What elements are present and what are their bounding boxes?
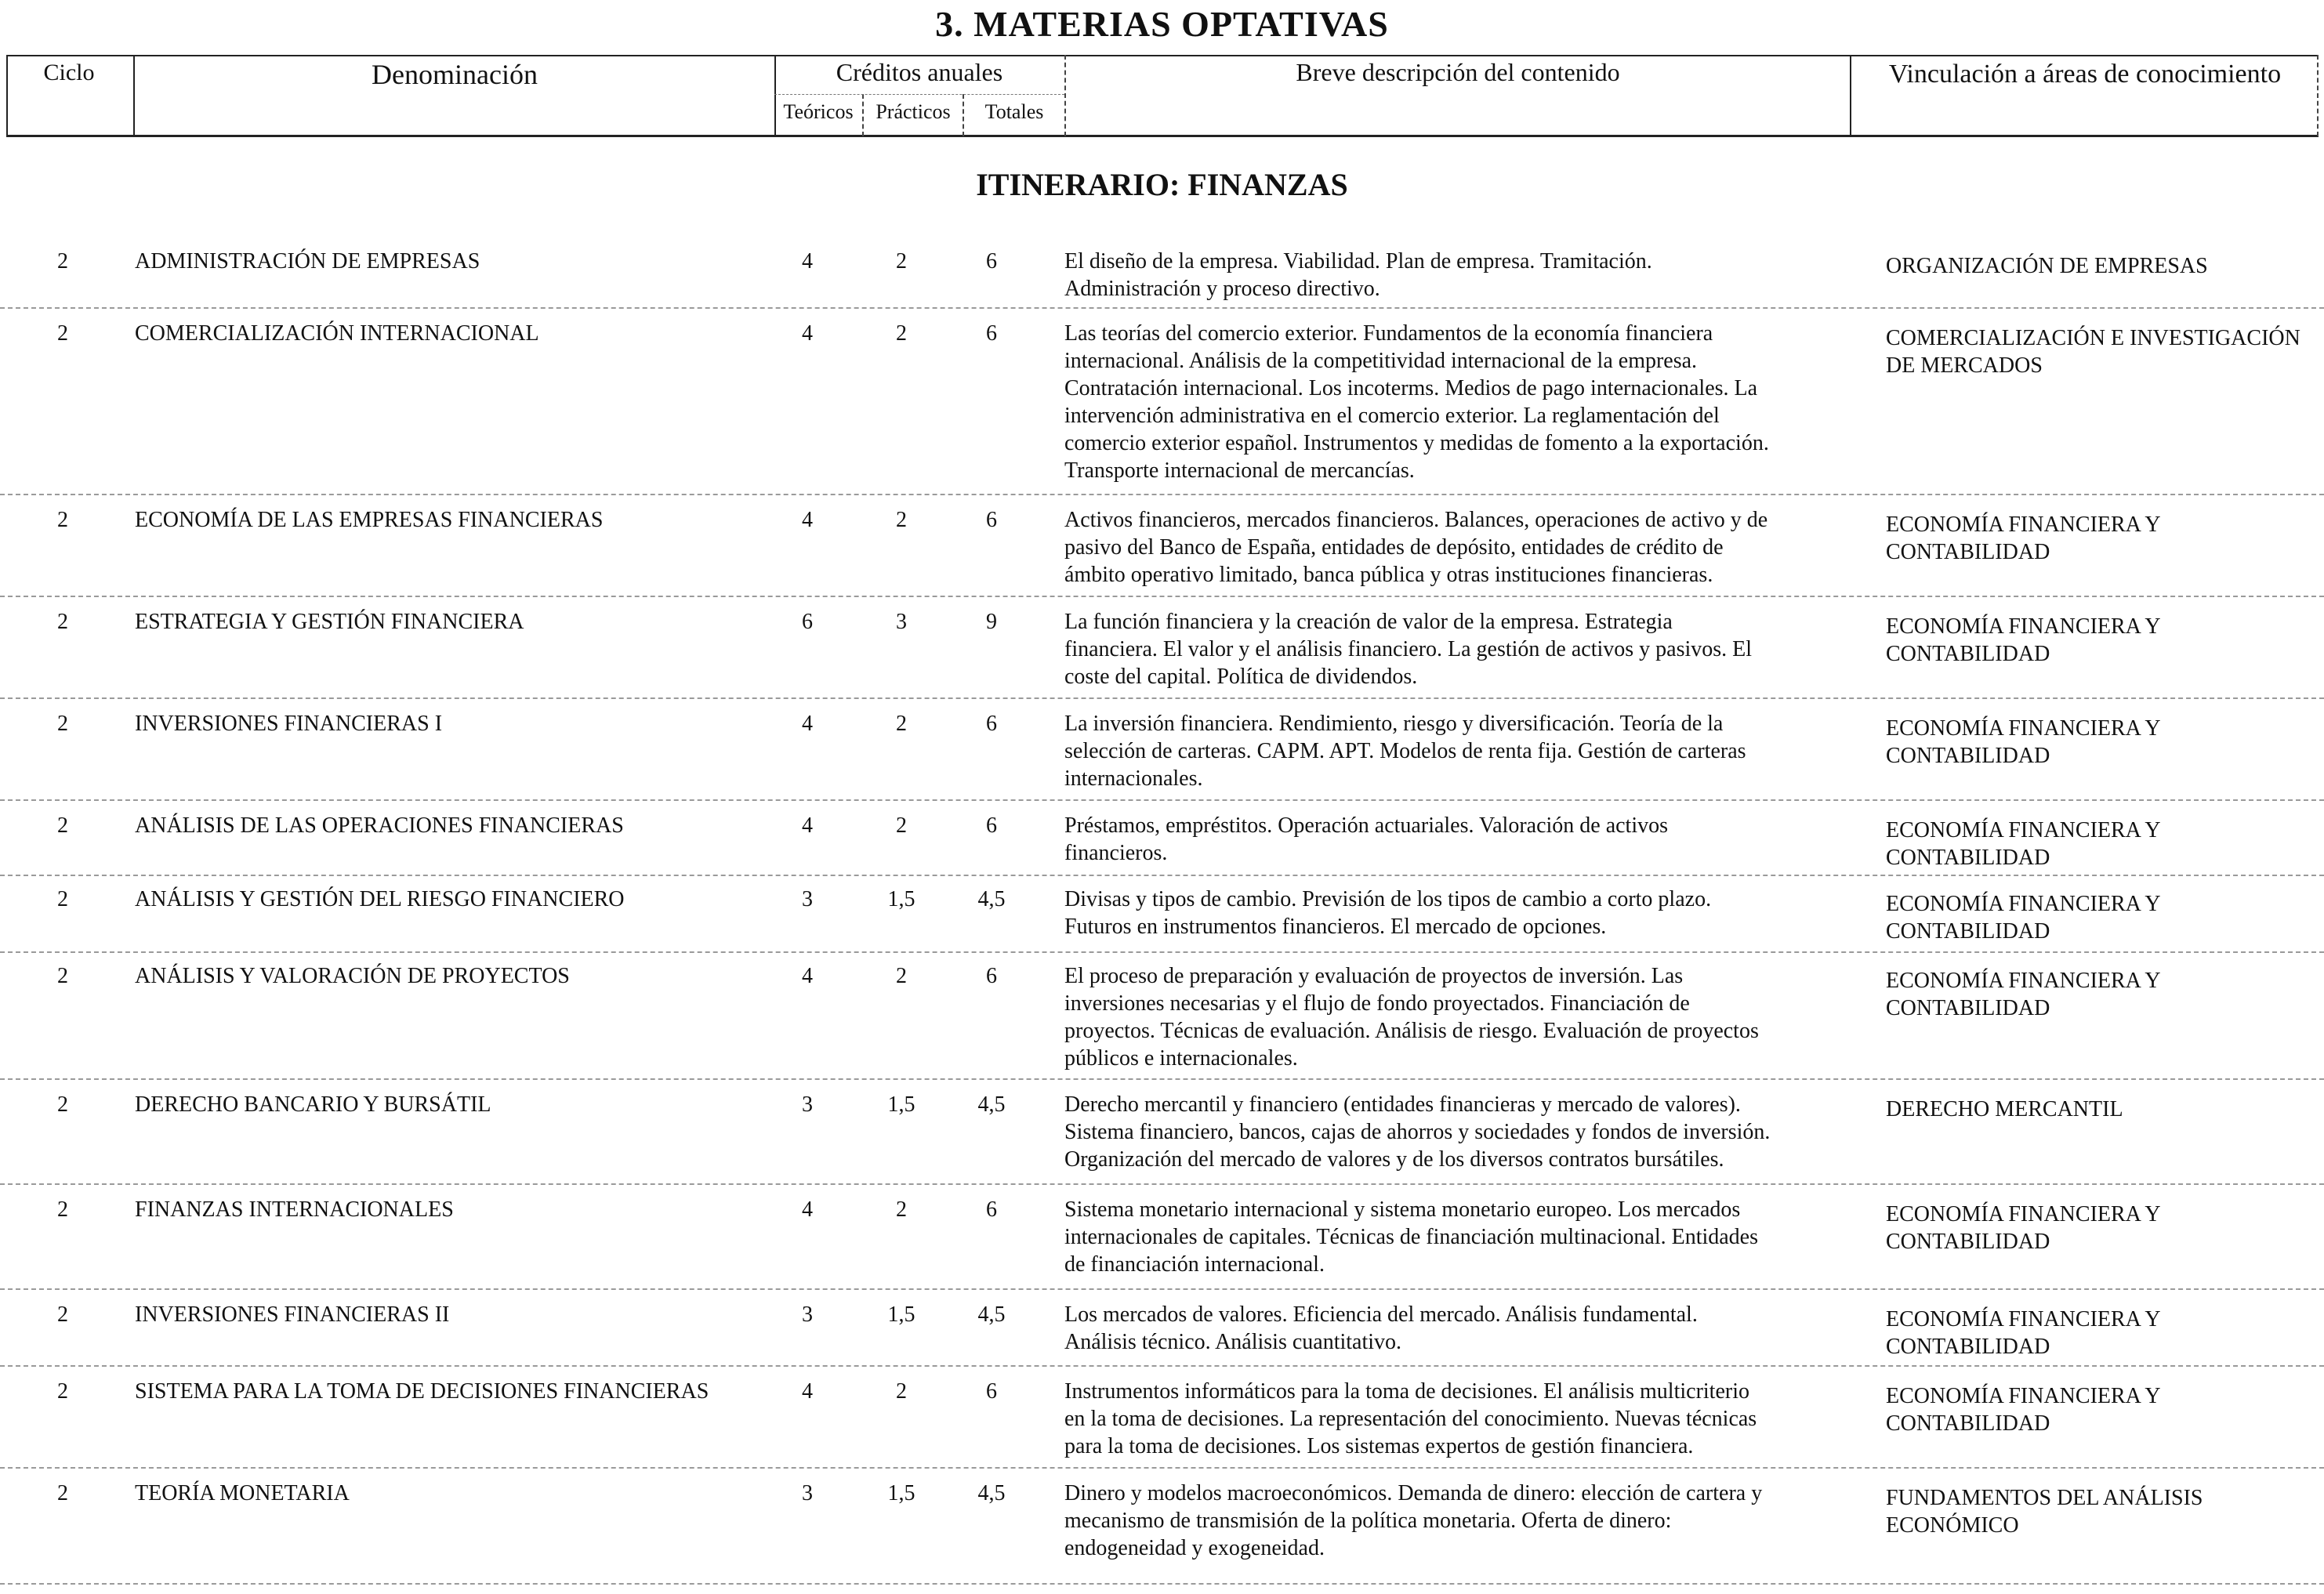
row-teoricos: 6 [802, 610, 813, 634]
row-practicos: 2 [896, 1197, 907, 1222]
description-line: Administración y proceso directivo. [1064, 277, 1380, 301]
row-totales: 4,5 [977, 887, 1006, 911]
header-vinculacion: Vinculación a áreas de conocimiento [1888, 60, 2282, 89]
description-line: selección de carteras. CAPM. APT. Modelos de renta fija. Gestión de carteras [1064, 739, 1746, 763]
row-practicos: 3 [896, 610, 907, 634]
row-totales: 6 [986, 249, 997, 274]
row-teoricos: 4 [802, 712, 813, 736]
row-teoricos: 4 [802, 1197, 813, 1222]
header-teoricos: Teóricos [783, 100, 854, 123]
table-header [6, 55, 2319, 136]
row-descripcion [1064, 1378, 1840, 1460]
row-ciclo: 2 [57, 1092, 68, 1117]
description-line: comercio exterior español. Instrumentos y medidas de fomento a la exportación. [1064, 431, 1769, 455]
row-teoricos: 4 [802, 1379, 813, 1404]
description-line: El proceso de preparación y evaluación de proyectos de inversión. Las [1064, 964, 1684, 988]
row-totales: 4,5 [977, 1092, 1006, 1117]
row-descripcion [1064, 1196, 1840, 1278]
area-line: ECONOMÍA FINANCIERA Y [1886, 969, 2161, 993]
row-practicos: 1,5 [887, 1302, 915, 1327]
row-practicos: 2 [896, 321, 907, 346]
description-line: para la toma de decisiones. Los sistemas expertos de gestión financiera. [1064, 1434, 1694, 1458]
row-denominacion: INVERSIONES FINANCIERAS II [135, 1302, 450, 1327]
row-totales: 6 [986, 1197, 997, 1222]
row-descripcion [1064, 1091, 1840, 1173]
description-line: financieros. [1064, 841, 1168, 865]
header-ciclo: Ciclo [43, 60, 95, 85]
area-line: COMERCIALIZACIÓN E INVESTIGACIÓN [1886, 326, 2300, 350]
description-line: El diseño de la empresa. Viabilidad. Plan de empresa. Tramitación. [1064, 249, 1652, 274]
row-separator [0, 1078, 2324, 1080]
description-line: intervención administrativa en el comercio exterior. La reglamentación del [1064, 404, 1720, 428]
description-line: en la toma de decisiones. La representación del conocimiento. Nuevas técnicas [1064, 1407, 1757, 1431]
row-teoricos: 3 [802, 1481, 813, 1505]
description-line: Los mercados de valores. Eficiencia del mercado. Análisis fundamental. [1064, 1302, 1698, 1327]
description-line: Dinero y modelos macroeconómicos. Demanda de dinero: elección de cartera y [1064, 1481, 1763, 1505]
area-line: ECONOMÍA FINANCIERA Y [1886, 1202, 2161, 1226]
header-bottom-rule [6, 135, 2319, 137]
row-separator [0, 1365, 2324, 1367]
area-line: ECONOMÍA FINANCIERA Y [1886, 1307, 2161, 1331]
description-line: La inversión financiera. Rendimiento, riesgo y diversificación. Teoría de la [1064, 712, 1724, 736]
row-denominacion: ADMINISTRACIÓN DE EMPRESAS [135, 249, 480, 274]
description-line: internacionales de capitales. Técnicas de financiación multinacional. Entidades [1064, 1225, 1759, 1249]
row-denominacion: COMERCIALIZACIÓN INTERNACIONAL [135, 321, 539, 346]
row-ciclo: 2 [57, 887, 68, 911]
area-line: CONTABILIDAD [1886, 744, 2050, 768]
row-descripcion [1064, 812, 1840, 867]
row-teoricos: 4 [802, 321, 813, 346]
description-line: Futuros en instrumentos financieros. El mercado de opciones. [1064, 915, 1607, 939]
row-vinculacion [1886, 324, 2324, 379]
row-ciclo: 2 [57, 249, 68, 274]
row-denominacion: FINANZAS INTERNACIONALES [135, 1197, 454, 1222]
description-line: públicos e internacionales. [1064, 1046, 1298, 1071]
description-line: La función financiera y la creación de valor de la empresa. Estrategia [1064, 610, 1673, 634]
credits-sub-rule [774, 94, 1064, 95]
row-practicos: 2 [896, 964, 907, 988]
description-line: Derecho mercantil y financiero (entidades financieras y mercado de valores). [1064, 1092, 1741, 1117]
area-line: CONTABILIDAD [1886, 919, 2050, 944]
row-denominacion: DERECHO BANCARIO Y BURSÁTIL [135, 1092, 491, 1117]
row-descripcion [1064, 1301, 1840, 1356]
header-descripcion: Breve descripción del contenido [1296, 58, 1620, 86]
row-vinculacion [1886, 715, 2324, 770]
row-ciclo: 2 [57, 1197, 68, 1222]
row-teoricos: 4 [802, 964, 813, 988]
area-line: ECONOMÍA FINANCIERA Y [1886, 818, 2161, 842]
header-top-rule [6, 55, 2319, 56]
row-practicos: 1,5 [887, 1481, 915, 1505]
row-ciclo: 2 [57, 321, 68, 346]
description-line: mecanismo de transmisión de la política monetaria. Oferta de dinero: [1064, 1509, 1672, 1533]
area-line: CONTABILIDAD [1886, 642, 2050, 666]
description-line: Activos financieros, mercados financieros. Balances, operaciones de activo y de [1064, 508, 1768, 532]
header-practicos: Prácticos [876, 100, 951, 123]
row-descripcion [1064, 506, 1840, 589]
row-vinculacion [1886, 1484, 2324, 1539]
row-separator [0, 307, 2324, 309]
area-line: ECONOMÍA FINANCIERA Y [1886, 614, 2161, 639]
description-line: Divisas y tipos de cambio. Previsión de los tipos de cambio a corto plazo. [1064, 887, 1712, 911]
description-line: ámbito operativo limitado, banca pública y otras instituciones financieras. [1064, 563, 1713, 587]
row-vinculacion [1886, 1382, 2324, 1437]
row-ciclo: 2 [57, 712, 68, 736]
row-separator [0, 596, 2324, 597]
row-totales: 9 [986, 610, 997, 634]
area-line: CONTABILIDAD [1886, 1335, 2050, 1359]
row-ciclo: 2 [57, 964, 68, 988]
header-totales: Totales [984, 100, 1044, 123]
row-denominacion: SISTEMA PARA LA TOMA DE DECISIONES FINANCIERAS [135, 1379, 709, 1404]
row-separator [0, 494, 2324, 495]
row-separator [0, 1183, 2324, 1185]
row-teoricos: 3 [802, 887, 813, 911]
row-totales: 4,5 [977, 1302, 1006, 1327]
header-creditos: Créditos anuales [836, 58, 1003, 86]
row-denominacion: ANÁLISIS DE LAS OPERACIONES FINANCIERAS [135, 813, 624, 838]
row-ciclo: 2 [57, 1379, 68, 1404]
row-denominacion: ECONOMÍA DE LAS EMPRESAS FINANCIERAS [135, 508, 604, 532]
row-vinculacion [1886, 613, 2324, 668]
row-totales: 6 [986, 712, 997, 736]
description-line: internacional. Análisis de la competitividad internacional de la empresa. [1064, 349, 1698, 373]
description-line: internacionales. [1064, 766, 1203, 791]
row-totales: 6 [986, 1379, 997, 1404]
row-teoricos: 3 [802, 1302, 813, 1327]
row-ciclo: 2 [57, 610, 68, 634]
area-line: ECONOMÍA FINANCIERA Y [1886, 892, 2161, 916]
area-line: ORGANIZACIÓN DE EMPRESAS [1886, 254, 2208, 278]
area-line: ECONOMÍA FINANCIERA Y [1886, 1384, 2161, 1408]
row-vinculacion [1886, 890, 2324, 945]
row-teoricos: 4 [802, 508, 813, 532]
description-line: Análisis técnico. Análisis cuantitativo. [1064, 1330, 1402, 1354]
row-descripcion [1064, 1480, 1840, 1562]
area-line: CONTABILIDAD [1886, 540, 2050, 564]
area-line: ECONÓMICO [1886, 1513, 2019, 1538]
row-separator [0, 875, 2324, 876]
row-totales: 6 [986, 321, 997, 346]
area-line: FUNDAMENTOS DEL ANÁLISIS [1886, 1486, 2203, 1510]
area-line: CONTABILIDAD [1886, 1230, 2050, 1254]
row-separator [0, 1583, 2324, 1585]
row-ciclo: 2 [57, 813, 68, 838]
row-totales: 6 [986, 964, 997, 988]
row-practicos: 2 [896, 249, 907, 274]
row-vinculacion [1886, 252, 2324, 280]
area-line: CONTABILIDAD [1886, 996, 2050, 1020]
description-line: proyectos. Técnicas de evaluación. Análisis de riesgo. Evaluación de proyectos [1064, 1019, 1759, 1043]
row-descripcion [1064, 248, 1840, 302]
description-line: Transporte internacional de mercancías. [1064, 458, 1415, 483]
area-line: CONTABILIDAD [1886, 1411, 2050, 1436]
area-line: DERECHO MERCANTIL [1886, 1097, 2123, 1121]
row-practicos: 1,5 [887, 887, 915, 911]
row-separator [0, 799, 2324, 801]
description-line: Contratación internacional. Los incoterms. Medios de pago internacionales. La [1064, 376, 1758, 400]
page-title: 3. MATERIAS OPTATIVAS [935, 4, 1389, 44]
row-ciclo: 2 [57, 1481, 68, 1505]
area-line: ECONOMÍA FINANCIERA Y [1886, 716, 2161, 741]
section-heading: ITINERARIO: FINANZAS [976, 167, 1348, 202]
header-denominacion: Denominación [372, 59, 538, 90]
row-separator [0, 951, 2324, 953]
row-vinculacion [1886, 967, 2324, 1022]
row-vinculacion [1886, 1201, 2324, 1255]
row-ciclo: 2 [57, 508, 68, 532]
description-line: de financiación internacional. [1064, 1252, 1325, 1277]
description-line: Instrumentos informáticos para la toma de decisiones. El análisis multicriterio [1064, 1379, 1749, 1404]
row-practicos: 2 [896, 712, 907, 736]
row-denominacion: ESTRATEGIA Y GESTIÓN FINANCIERA [135, 610, 524, 634]
row-denominacion: TEORÍA MONETARIA [135, 1481, 350, 1505]
row-practicos: 2 [896, 813, 907, 838]
row-denominacion: ANÁLISIS Y VALORACIÓN DE PROYECTOS [135, 964, 570, 988]
row-teoricos: 3 [802, 1092, 813, 1117]
description-line: coste del capital. Política de dividendos. [1064, 665, 1418, 689]
row-vinculacion [1886, 1096, 2324, 1123]
description-line: endogeneidad y exogeneidad. [1064, 1536, 1325, 1560]
row-totales: 6 [986, 813, 997, 838]
description-line: inversiones necesarias y el flujo de fondo proyectados. Financiación de [1064, 991, 1690, 1016]
description-line: Préstamos, empréstitos. Operación actuariales. Valoración de activos [1064, 813, 1669, 838]
row-vinculacion [1886, 1306, 2324, 1360]
row-practicos: 2 [896, 508, 907, 532]
row-descripcion [1064, 710, 1840, 792]
description-line: financiera. El valor y el análisis financiero. La gestión de activos y pasivos. El [1064, 637, 1753, 661]
row-practicos: 2 [896, 1379, 907, 1404]
row-totales: 4,5 [977, 1481, 1006, 1505]
row-denominacion: ANÁLISIS Y GESTIÓN DEL RIESGO FINANCIERO [135, 887, 625, 911]
area-line: DE MERCADOS [1886, 353, 2043, 378]
description-line: pasivo del Banco de España, entidades de depósito, entidades de crédito de [1064, 535, 1724, 560]
row-descripcion [1064, 886, 1840, 940]
row-totales: 6 [986, 508, 997, 532]
row-descripcion [1064, 608, 1840, 690]
description-line: Sistema financiero, bancos, cajas de ahorros y sociedades y fondos de inversión. [1064, 1120, 1771, 1144]
row-practicos: 1,5 [887, 1092, 915, 1117]
description-line: Las teorías del comercio exterior. Fundamentos de la economía financiera [1064, 321, 1713, 346]
description-line: Organización del mercado de valores y de los diversos contratos bursátiles. [1064, 1147, 1724, 1172]
row-vinculacion [1886, 511, 2324, 566]
area-line: ECONOMÍA FINANCIERA Y [1886, 513, 2161, 537]
area-line: CONTABILIDAD [1886, 846, 2050, 870]
row-separator [0, 697, 2324, 699]
description-line: Sistema monetario internacional y sistema monetario europeo. Los mercados [1064, 1197, 1741, 1222]
row-separator [0, 1467, 2324, 1469]
row-teoricos: 4 [802, 813, 813, 838]
row-denominacion: INVERSIONES FINANCIERAS I [135, 712, 443, 736]
row-vinculacion [1886, 817, 2324, 871]
row-separator [0, 1288, 2324, 1290]
row-teoricos: 4 [802, 249, 813, 274]
row-ciclo: 2 [57, 1302, 68, 1327]
row-descripcion [1064, 320, 1840, 484]
row-descripcion [1064, 962, 1840, 1072]
